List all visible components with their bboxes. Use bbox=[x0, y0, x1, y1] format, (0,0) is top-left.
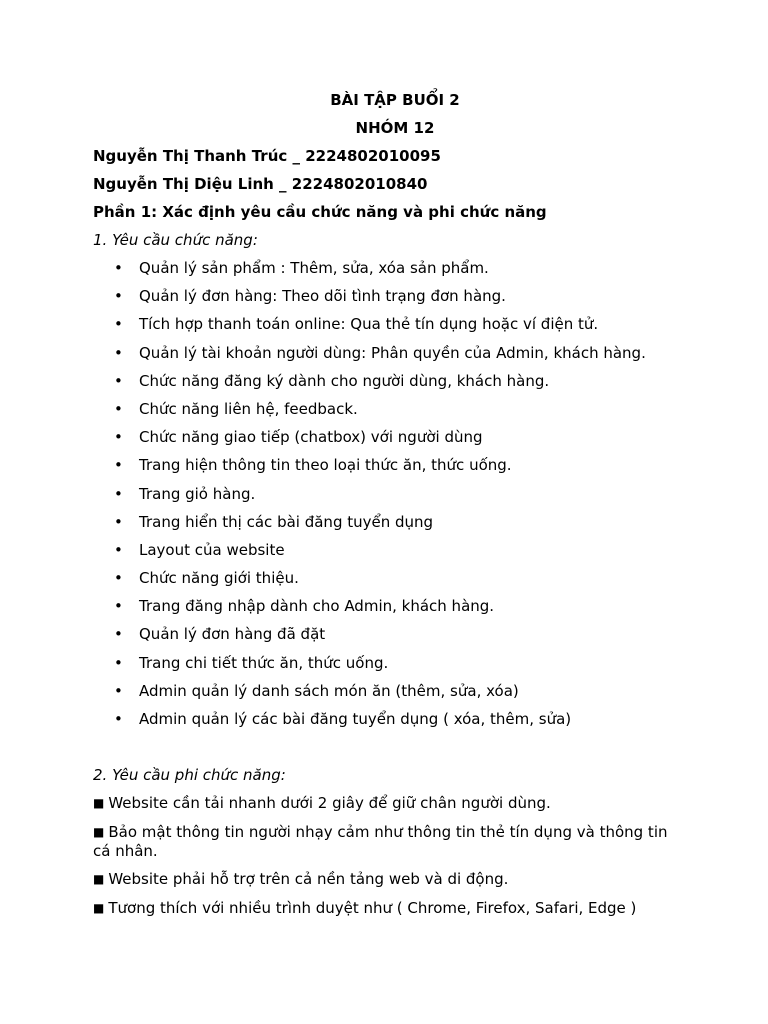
bullet-icon: • bbox=[114, 597, 123, 616]
list-item-text: Layout của website bbox=[139, 540, 285, 559]
list-item bbox=[93, 367, 683, 395]
list-item-text: Bảo mật thông tin người nhạy cảm như thông tin thẻ tín dụng và thông tin cá nhân. bbox=[93, 823, 668, 861]
list-item bbox=[93, 677, 683, 705]
bullet-icon: • bbox=[114, 371, 123, 390]
list-item-text: Admin quản lý các bài đăng tuyển dụng ( xóa, thêm, sửa) bbox=[139, 710, 572, 728]
bullet-icon: • bbox=[114, 512, 123, 531]
list-item bbox=[93, 865, 683, 894]
bullet-icon: • bbox=[114, 484, 123, 503]
square-bullet-icon: ■ bbox=[93, 825, 105, 840]
list-item bbox=[93, 536, 683, 564]
list-item-text: Chức năng liên hệ, feedback. bbox=[139, 399, 358, 418]
list-item-text: Quản lý đơn hàng đã đặt bbox=[139, 625, 326, 644]
list-item bbox=[93, 339, 683, 367]
document-title: BÀI TẬP BUỔI 2 bbox=[330, 91, 460, 109]
list-item bbox=[93, 423, 683, 451]
list-item-text: Website cần tải nhanh dưới 2 giây để giữ chân người dùng. bbox=[108, 794, 551, 813]
list-item bbox=[93, 564, 683, 592]
bullet-icon: • bbox=[114, 653, 123, 672]
list-item-text: Trang chi tiết thức ăn, thức uống. bbox=[139, 653, 389, 672]
member-2: Nguyễn Thị Diệu Linh _ 2224802010840 bbox=[93, 175, 428, 193]
list-item-text: Quản lý sản phẩm : Thêm, sửa, xóa sản phẩm. bbox=[139, 259, 489, 277]
list-item bbox=[93, 592, 683, 620]
bullet-icon: • bbox=[114, 315, 123, 334]
functional-list bbox=[93, 254, 683, 733]
bullet-icon: • bbox=[114, 540, 123, 559]
list-item bbox=[93, 649, 683, 677]
group-name: NHÓM 12 bbox=[355, 119, 435, 137]
list-item bbox=[93, 254, 683, 282]
square-bullet-icon: ■ bbox=[93, 872, 105, 887]
list-item bbox=[93, 451, 683, 479]
document-page bbox=[93, 86, 683, 923]
square-bullet-icon: ■ bbox=[93, 901, 105, 916]
list-item-text: Tương thích với nhiều trình duyệt như ( Chrome, Firefox, Safari, Edge ) bbox=[108, 899, 637, 918]
bullet-icon: • bbox=[114, 625, 123, 644]
functional-heading: 1. Yêu cầu chức năng: bbox=[93, 231, 258, 249]
bullet-icon: • bbox=[114, 569, 123, 588]
list-item-text: Chức năng đăng ký dành cho người dùng, khách hàng. bbox=[139, 371, 550, 390]
part1-heading: Phần 1: Xác định yêu cầu chức năng và phi chức năng bbox=[93, 203, 547, 221]
list-item bbox=[93, 789, 683, 818]
bullet-icon: • bbox=[114, 456, 123, 475]
list-item bbox=[93, 620, 683, 648]
spacer bbox=[93, 733, 683, 761]
square-bullet-icon: ■ bbox=[93, 796, 105, 811]
list-item-text: Chức năng giao tiếp (chatbox) với người dùng bbox=[139, 428, 483, 447]
list-item-text: Tích hợp thanh toán online: Qua thẻ tín dụng hoặc ví điện tử. bbox=[139, 315, 599, 334]
bullet-icon: • bbox=[114, 287, 123, 306]
bullet-icon: • bbox=[114, 259, 123, 277]
list-item bbox=[93, 395, 683, 423]
list-item-text: Trang giỏ hàng. bbox=[139, 484, 256, 503]
list-item-text: Quản lý đơn hàng: Theo dõi tình trạng đơn hàng. bbox=[139, 287, 506, 306]
list-item bbox=[93, 508, 683, 536]
list-item-text: Trang hiển thị các bài đăng tuyển dụng bbox=[139, 512, 434, 531]
list-item bbox=[93, 705, 683, 733]
bullet-icon: • bbox=[114, 681, 123, 700]
list-item bbox=[93, 818, 683, 865]
list-item-text: Quản lý tài khoản người dùng: Phân quyền của Admin, khách hàng. bbox=[139, 343, 646, 362]
list-item-text: Trang đăng nhập dành cho Admin, khách hàng. bbox=[139, 597, 495, 616]
list-item-text: Chức năng giới thiệu. bbox=[139, 569, 299, 588]
list-item bbox=[93, 894, 683, 923]
list-item bbox=[93, 480, 683, 508]
list-item-text: Website phải hỗ trợ trên cả nền tảng web và di động. bbox=[108, 870, 509, 889]
list-item bbox=[93, 282, 683, 310]
list-item-text: Trang hiện thông tin theo loại thức ăn, thức uống. bbox=[139, 456, 512, 475]
bullet-icon: • bbox=[114, 428, 123, 447]
bullet-icon: • bbox=[114, 710, 123, 728]
list-item-text: Admin quản lý danh sách món ăn (thêm, sửa, xóa) bbox=[139, 681, 519, 700]
list-item bbox=[93, 310, 683, 338]
nonfunctional-heading: 2. Yêu cầu phi chức năng: bbox=[93, 766, 286, 785]
member-1: Nguyễn Thị Thanh Trúc _ 2224802010095 bbox=[93, 147, 441, 165]
bullet-icon: • bbox=[114, 399, 123, 418]
bullet-icon: • bbox=[114, 343, 123, 362]
